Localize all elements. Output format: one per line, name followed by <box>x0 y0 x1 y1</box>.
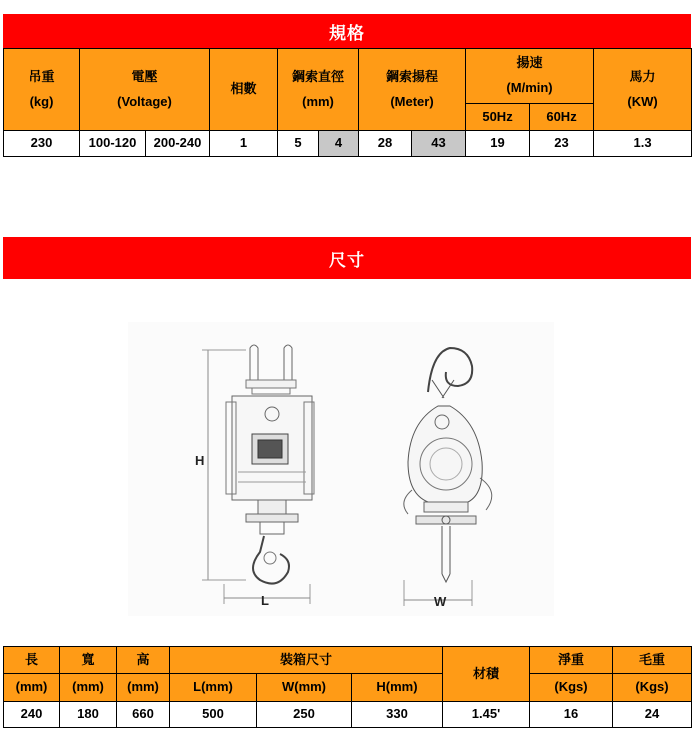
rope-dia-unit: (mm) <box>302 93 334 109</box>
height-value: 660 <box>117 702 170 728</box>
speed-label: 揚速 <box>516 55 543 71</box>
height-unit: (mm) <box>117 674 170 702</box>
lift-a-value: 28 <box>359 131 412 157</box>
volume-header: 材積 <box>443 647 530 702</box>
width-unit: (mm) <box>60 674 117 702</box>
speed-50-value: 19 <box>466 131 530 157</box>
dim-label-h: H <box>195 453 205 468</box>
dimension-title: 尺寸 <box>329 250 365 270</box>
length-unit: (mm) <box>4 674 60 702</box>
dim-label-w: W <box>434 594 447 609</box>
side-view <box>404 348 492 606</box>
spec-banner <box>3 14 691 48</box>
length-header: 長 <box>4 647 60 674</box>
box-h-value: 330 <box>352 702 443 728</box>
load-header <box>4 49 80 131</box>
height-header: 高 <box>117 647 170 674</box>
speed-header <box>466 49 594 104</box>
gross-weight-header: 毛重 <box>613 647 692 674</box>
package-table <box>3 646 692 728</box>
voltage-a-value: 100-120 <box>80 131 146 157</box>
voltage-b-value: 200-240 <box>146 131 210 157</box>
net-weight-value: 16 <box>530 702 613 728</box>
load-value: 230 <box>4 131 80 157</box>
spec-title: 規格 <box>329 23 365 43</box>
speed-60-value: 23 <box>530 131 594 157</box>
width-header: 寬 <box>60 647 117 674</box>
box-l-value: 500 <box>170 702 257 728</box>
power-header <box>594 49 692 131</box>
rope-dia-header <box>278 49 359 131</box>
front-view <box>202 345 314 604</box>
voltage-unit: (Voltage) <box>117 93 172 109</box>
width-value: 180 <box>60 702 117 728</box>
power-value: 1.3 <box>594 131 692 157</box>
dim-label-l: L <box>261 593 269 608</box>
hz60-header: 60Hz <box>530 104 594 131</box>
box-size-header: 裝箱尺寸 <box>170 647 443 674</box>
phase-value: 1 <box>210 131 278 157</box>
box-w-header: W(mm) <box>257 674 352 702</box>
spec-table <box>3 48 692 157</box>
gross-weight-value: 24 <box>613 702 692 728</box>
hoist-drawing-svg <box>128 322 554 616</box>
load-unit: (kg) <box>29 93 54 109</box>
voltage-label: 電壓 <box>131 68 158 84</box>
volume-value: 1.45' <box>443 702 530 728</box>
load-label: 吊重 <box>28 68 55 84</box>
power-label: 馬力 <box>629 68 656 84</box>
lift-label: 鋼索揚程 <box>386 68 439 84</box>
box-w-value: 250 <box>257 702 352 728</box>
gross-weight-unit: (Kgs) <box>613 674 692 702</box>
net-weight-unit: (Kgs) <box>530 674 613 702</box>
rope-a-value: 5 <box>278 131 319 157</box>
lift-header <box>359 49 466 131</box>
dimension-banner <box>3 237 691 279</box>
net-weight-header: 淨重 <box>530 647 613 674</box>
voltage-header <box>80 49 210 131</box>
lift-b-value: 43 <box>412 131 466 157</box>
phase-header <box>210 49 278 131</box>
rope-dia-label: 鋼索直徑 <box>292 68 345 84</box>
rope-b-value: 4 <box>319 131 359 157</box>
phase-label: 相數 <box>230 81 257 97</box>
box-l-header: L(mm) <box>170 674 257 702</box>
power-unit: (KW) <box>627 93 658 109</box>
speed-unit: (M/min) <box>506 80 553 95</box>
hoist-drawing <box>128 322 554 616</box>
lift-unit: (Meter) <box>390 93 434 109</box>
length-value: 240 <box>4 702 60 728</box>
box-h-header: H(mm) <box>352 674 443 702</box>
hz50-header: 50Hz <box>466 104 530 131</box>
